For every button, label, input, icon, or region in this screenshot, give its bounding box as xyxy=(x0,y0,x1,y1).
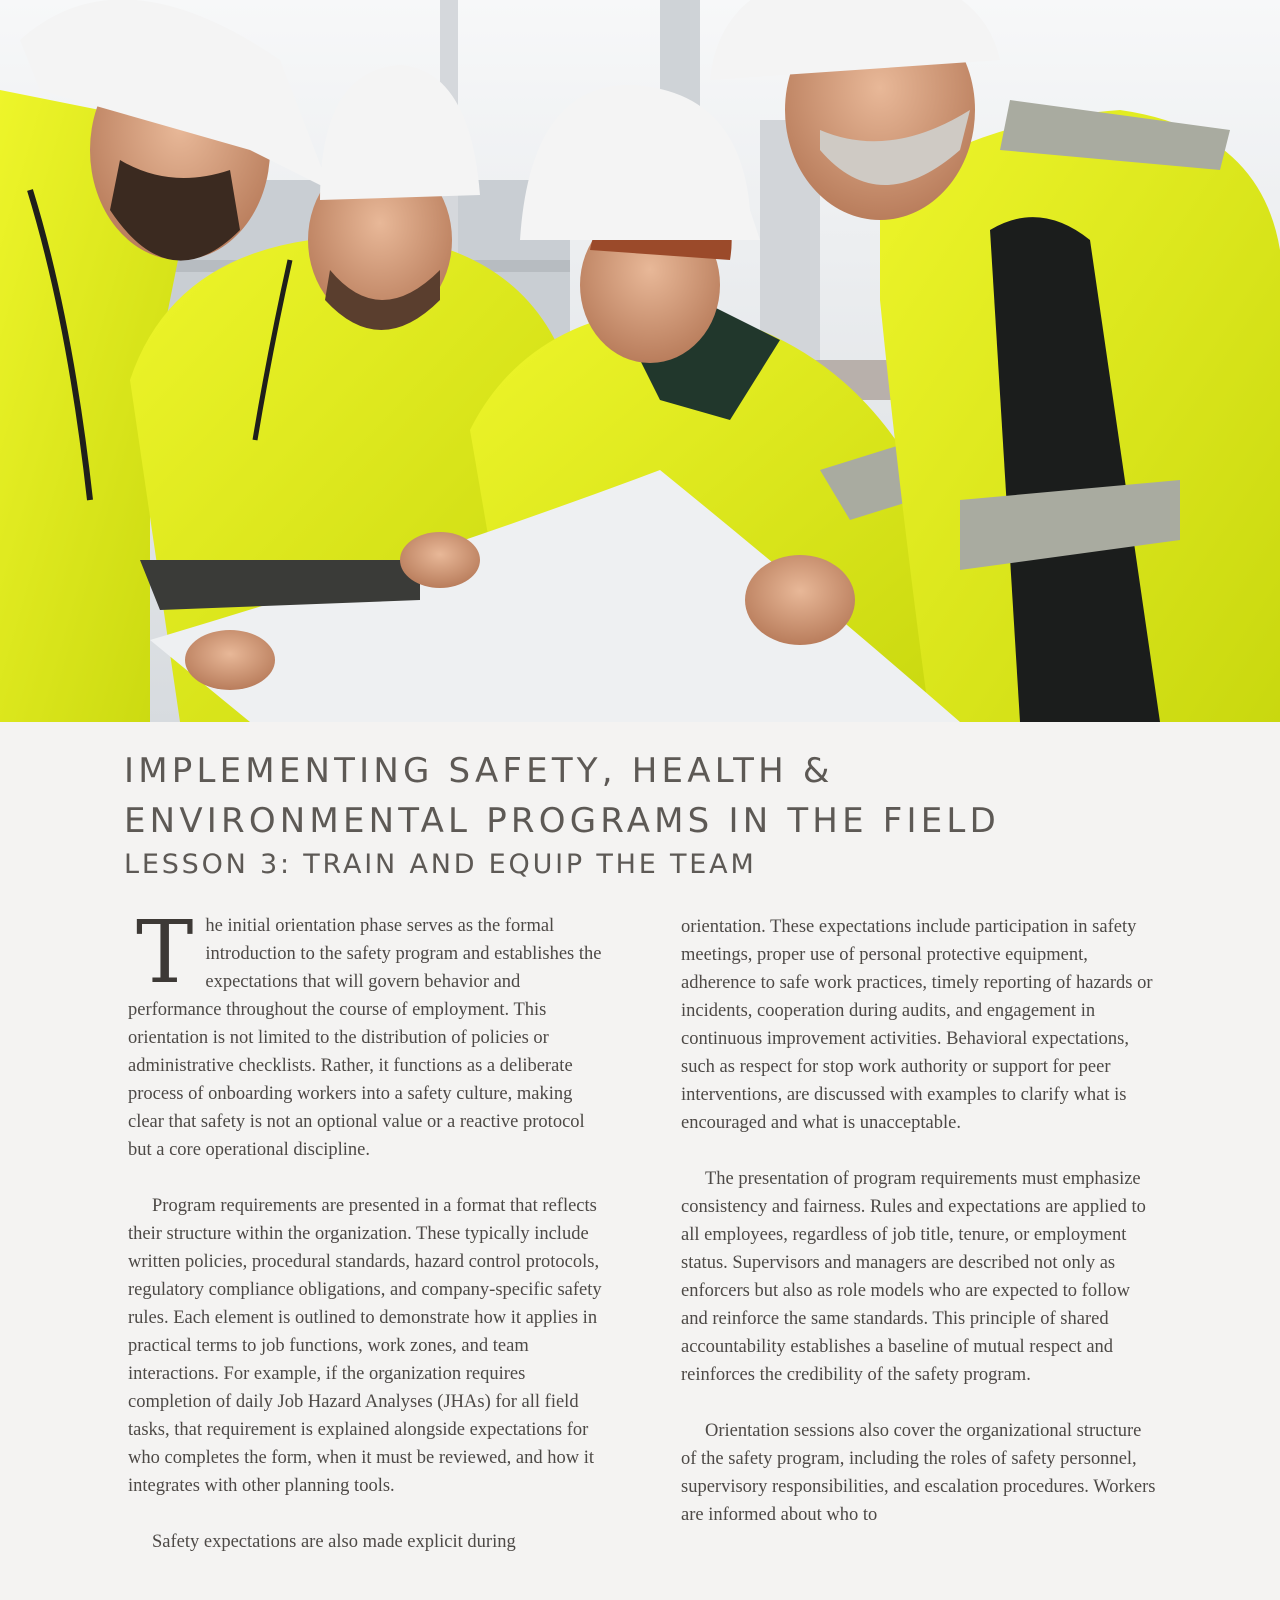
hero-photo xyxy=(0,0,1280,722)
paragraph: Program requirements are presented in a format that reflects their structure within the organization. These typically include written policies, procedural standards, hazard control protocols, regulatory compliance obligations, and company-specific safety rules. Each element is outlined to demonstrate how it applies in practical terms to job functions, work zones, and team interactions. For example, if the organization requires completion of daily Job Hazard Analyses (JHAs) for all field tasks, that requirement is explained alongside expectations for who completes the form, when it must be reviewed, and how it integrates with other planning tools. xyxy=(128,1196,602,1496)
paragraph-text: he initial orientation phase serves as the formal introduction to the safety program and establishes the expectations that will govern behavior and performance throughout the course of employment. This orientation is not limited to the distribution of policies or administrative checklists. Rather, it functions as a deliberate process of onboarding workers into a safety culture, making clear that safety is not an optional value or a reactive protocol but a core operational discipline. xyxy=(128,916,602,1160)
paragraph xyxy=(128,903,608,1164)
paragraph: Orientation sessions also cover the organizational structure of the safety program, including the roles of safety personnel, supervisory responsibilities, and escalation procedures. Workers are informed about who to xyxy=(681,1421,1156,1525)
article-column-left xyxy=(128,903,608,1584)
paragraph: orientation. These expectations include participation in safety meetings, proper use of personal protective equipment, adherence to safe work practices, timely reporting of hazards or incidents, cooperation during audits, and engagement in continuous improvement activities. Behavioral expectations, such as respect for stop work authority or support for peer interventions, are discussed with examples to clarify what is encouraged and what is unacceptable. xyxy=(681,917,1153,1133)
paragraph: Safety expectations are also made explicit during xyxy=(152,1532,516,1552)
paragraph: The presentation of program requirements must emphasize consistency and fairness. Rules and expectations are applied to all employees, regardless of job title, tenure, or employment status. Supervisors and managers are described not only as enforcers but also as role models who are expected to follow and reinforce the same standards. This principle of shared accountability establishes a baseline of mutual respect and reinforces the credibility of the safety program. xyxy=(681,1169,1146,1385)
dropcap: T xyxy=(136,903,194,1003)
construction-team-photo-icon xyxy=(0,0,1280,722)
article-column-right xyxy=(681,913,1161,1557)
page-title: IMPLEMENTING SAFETY, HEALTH & ENVIRONMENTAL PROGRAMS IN THE FIELD xyxy=(124,751,1000,841)
lesson-subtitle: LESSON 3: TRAIN AND EQUIP THE TEAM xyxy=(124,849,757,880)
